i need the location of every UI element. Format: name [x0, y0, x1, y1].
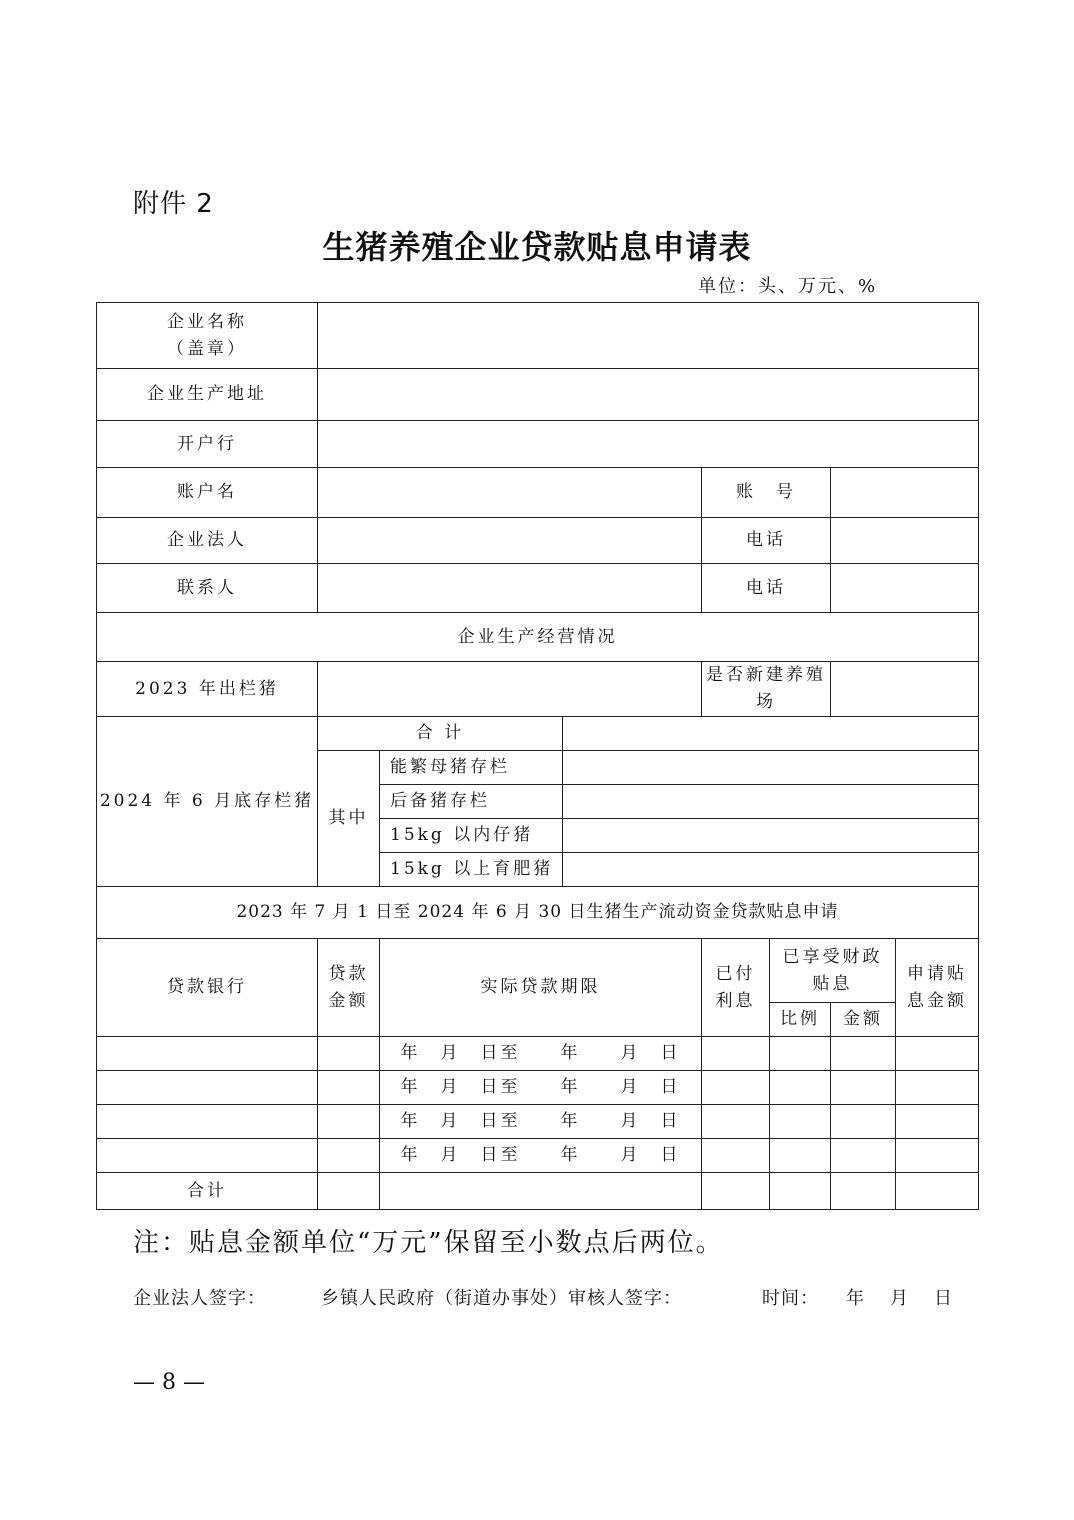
loan-period-header: 实际贷款期限: [380, 939, 702, 1037]
application-form-table: [96, 302, 979, 1210]
breeding-sows-field[interactable]: [563, 751, 979, 785]
loan-header: 2023 年 7 月 1 日至 2024 年 6 月 30 日生猪生产流动资金贷款贴息申请: [97, 887, 979, 939]
loan-amount-header-line2: 金额: [328, 990, 369, 1011]
loan-total-period-cell[interactable]: [380, 1173, 702, 1210]
apply-subsidy-header-line1: 申请贴: [907, 963, 967, 984]
pigs-sold-label: 2023 年出栏猪: [97, 662, 318, 717]
account-name-field[interactable]: [318, 468, 702, 518]
loan-bank-cell[interactable]: [97, 1037, 318, 1071]
legal-person-label: 企业法人: [97, 518, 318, 564]
piglets-label: 15kg 以内仔猪: [380, 819, 563, 853]
loan-bank-cell[interactable]: [97, 1071, 318, 1105]
unit-label: 单位：头、万元、%: [698, 276, 878, 297]
contact-phone-field[interactable]: [831, 564, 979, 613]
received-subsidy-header-line2: 贴息: [812, 973, 853, 994]
production-address-label: 企业生产地址: [97, 369, 318, 421]
account-number-field[interactable]: [831, 468, 979, 518]
loan-total-paid-cell[interactable]: [702, 1173, 770, 1210]
seal-note: （盖章）: [167, 338, 247, 359]
received-subsidy-header: [770, 939, 896, 1003]
reserve-pigs-label: 后备猪存栏: [380, 785, 563, 819]
footnote: 注：贴息金额单位“万元”保留至小数点后两位。: [133, 1228, 724, 1258]
paid-interest-cell[interactable]: [702, 1139, 770, 1173]
account-name-label: 账户名: [97, 468, 318, 518]
paid-interest-cell[interactable]: [702, 1105, 770, 1139]
contact-field[interactable]: [318, 564, 702, 613]
loan-total-amount-cell[interactable]: [318, 1173, 380, 1210]
reserve-pigs-field[interactable]: [563, 785, 979, 819]
loan-amount-cell[interactable]: [318, 1071, 380, 1105]
loan-bank-cell[interactable]: [97, 1105, 318, 1139]
legal-person-signature-label: 企业法人签字：: [133, 1288, 266, 1309]
legal-person-field[interactable]: [318, 518, 702, 564]
phone-field[interactable]: [831, 518, 979, 564]
loan-row: [97, 1139, 979, 1173]
loan-total-subsidy-cell[interactable]: [831, 1173, 896, 1210]
bank-field[interactable]: [318, 421, 979, 468]
loan-amount-header: [318, 939, 380, 1037]
fattening-pigs-field[interactable]: [563, 853, 979, 887]
subsidy-ratio-header: 比例: [770, 1003, 831, 1037]
stock-total-label: 合 计: [318, 717, 563, 751]
time-label: 时间：: [762, 1288, 819, 1309]
subsidy-ratio-cell[interactable]: [770, 1037, 831, 1071]
loan-amount-header-line1: 贷款: [328, 963, 369, 984]
loan-row: [97, 1105, 979, 1139]
subsidy-amount-cell[interactable]: [831, 1105, 896, 1139]
loan-total-row: [97, 1173, 979, 1210]
pigs-sold-field[interactable]: [318, 662, 702, 717]
loan-amount-cell[interactable]: [318, 1037, 380, 1071]
production-address-field[interactable]: [318, 369, 979, 421]
subsidy-ratio-cell[interactable]: [770, 1071, 831, 1105]
apply-subsidy-header-line2: 息金额: [907, 990, 967, 1011]
attachment-label: 附件 2: [133, 189, 214, 219]
piglets-field[interactable]: [563, 819, 979, 853]
subsidy-amount-cell[interactable]: [831, 1037, 896, 1071]
loan-amount-cell[interactable]: [318, 1139, 380, 1173]
of-which-label: 其中: [318, 751, 380, 887]
received-subsidy-header-line1: 已享受财政: [782, 946, 883, 967]
paid-interest-cell[interactable]: [702, 1037, 770, 1071]
paid-interest-header-line2: 利息: [715, 990, 756, 1011]
account-number-label: 账 号: [702, 468, 831, 518]
paid-interest-header-line1: 已付: [715, 963, 756, 984]
date-blank: 年 月 日: [846, 1288, 956, 1309]
contact-phone-label: 电话: [702, 564, 831, 613]
apply-amount-cell[interactable]: [896, 1139, 979, 1173]
form-title: 生猪养殖企业贷款贴息申请表: [322, 228, 752, 266]
phone-label: 电话: [702, 518, 831, 564]
apply-amount-cell[interactable]: [896, 1037, 979, 1071]
stock-2024-label: 2024 年 6 月底存栏猪: [97, 717, 318, 887]
apply-amount-cell[interactable]: [896, 1071, 979, 1105]
paid-interest-cell[interactable]: [702, 1071, 770, 1105]
subsidy-ratio-cell[interactable]: [770, 1139, 831, 1173]
stock-total-field[interactable]: [563, 717, 979, 751]
fattening-pigs-label: 15kg 以上育肥猪: [380, 853, 563, 887]
new-farm-label: 是否新建养殖场: [702, 662, 831, 717]
contact-label: 联系人: [97, 564, 318, 613]
loan-bank-header: 贷款银行: [97, 939, 318, 1037]
company-name-field[interactable]: [318, 303, 979, 369]
apply-amount-cell[interactable]: [896, 1105, 979, 1139]
loan-period-cell[interactable]: 年 月 日至 年 月 日: [380, 1037, 702, 1071]
bank-label: 开户行: [97, 421, 318, 468]
loan-period-cell[interactable]: 年 月 日至 年 月 日: [380, 1139, 702, 1173]
loan-total-label: 合计: [97, 1173, 318, 1210]
loan-amount-cell[interactable]: [318, 1105, 380, 1139]
paid-interest-header: [702, 939, 770, 1037]
new-farm-field[interactable]: [831, 662, 979, 717]
loan-total-apply-cell[interactable]: [896, 1173, 979, 1210]
page-number: — 8 —: [133, 1370, 205, 1395]
loan-bank-cell[interactable]: [97, 1139, 318, 1173]
operations-header: 企业生产经营情况: [97, 613, 979, 662]
loan-row: [97, 1071, 979, 1105]
subsidy-amount-cell[interactable]: [831, 1071, 896, 1105]
loan-period-cell[interactable]: 年 月 日至 年 月 日: [380, 1105, 702, 1139]
breeding-sows-label: 能繁母猪存栏: [380, 751, 563, 785]
subsidy-amount-cell[interactable]: [831, 1139, 896, 1173]
company-name-text: 企业名称: [167, 311, 247, 332]
loan-period-cell[interactable]: 年 月 日至 年 月 日: [380, 1071, 702, 1105]
apply-subsidy-header: [896, 939, 979, 1037]
loan-row: [97, 1037, 979, 1071]
subsidy-ratio-cell[interactable]: [770, 1105, 831, 1139]
loan-total-ratio-cell[interactable]: [770, 1173, 831, 1210]
subsidy-amount-header: 金额: [831, 1003, 896, 1037]
company-name-label: [97, 303, 318, 369]
government-reviewer-signature-label: 乡镇人民政府（街道办事处）审核人签字：: [321, 1288, 682, 1309]
